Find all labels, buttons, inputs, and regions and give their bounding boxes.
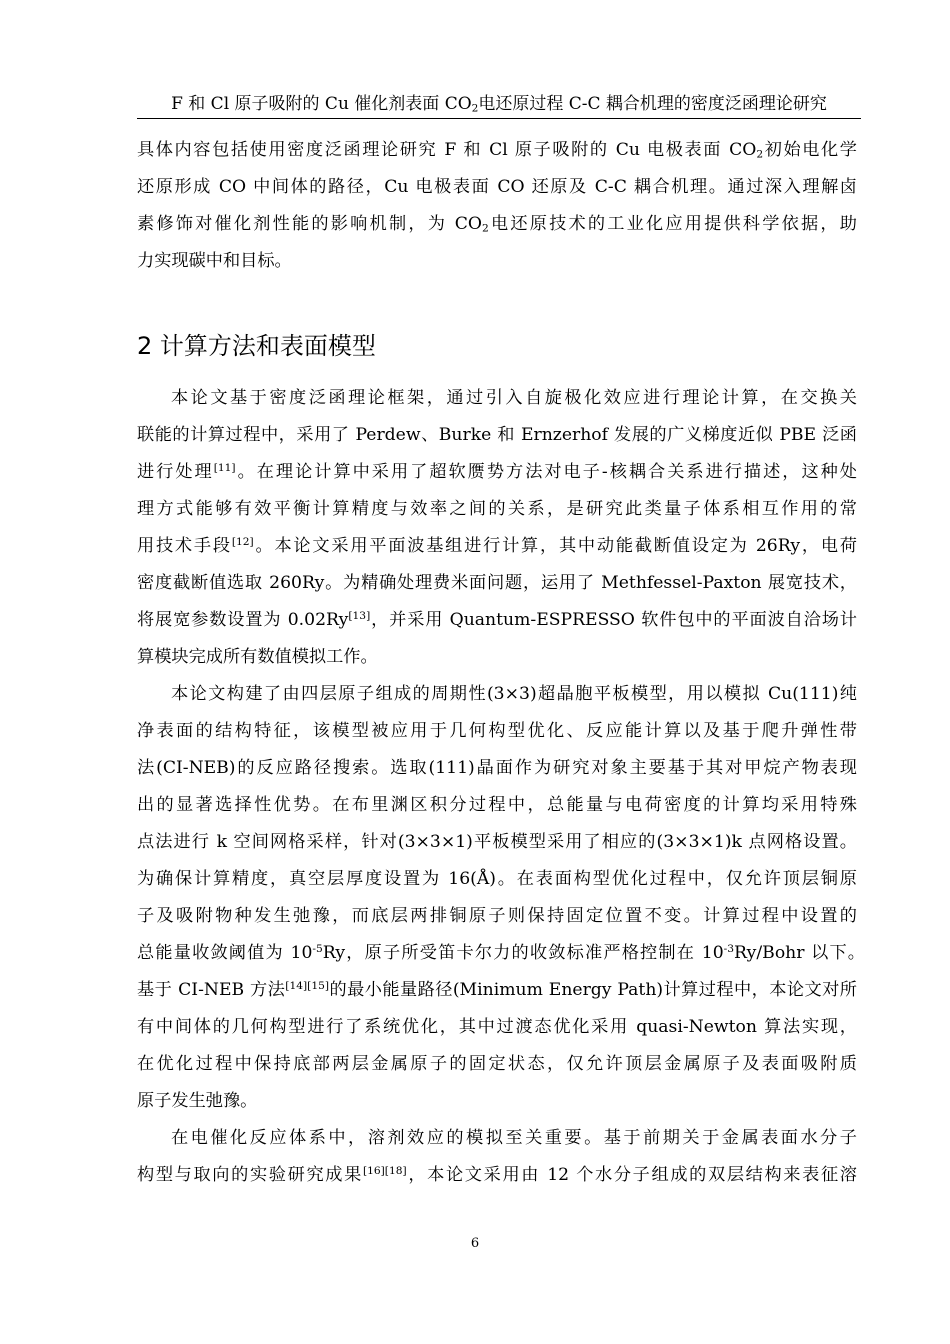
p2-line-3: 法(CI-NEB)的反应路径搜索。选取(111)晶面作为研究对象主要基于其对甲烷产物表现 (137, 758, 857, 778)
p3-line-1: 在电催化反应体系中，溶剂效应的模拟至关重要。基于前期关于金属表面水分子 (171, 1128, 857, 1148)
section-heading: 2 计算方法和表面模型 (137, 332, 376, 360)
p1-line-6: 密度截断值选取 260Ry。为精确处理费米面问题，运用了 Methfessel-Paxton 展宽技术， (137, 573, 857, 593)
p2-line-9: 基于 CI-NEB 方法[14][15]的最小能量路径(Minimum Energy Path)计算过程中，本论文对所 (137, 979, 857, 1000)
p3-line-2: 构型与取向的实验研究成果[16][18]，本论文采用由 12 个水分子组成的双层结构来表征溶 (137, 1164, 857, 1185)
intro-line-3: 素修饰对催化剂性能的影响机制，为 $CO_2$电还原技术的工业化应用提供科学依据，助 (137, 214, 857, 235)
p2-line-8: 总能量收敛阈值为 $10^{-5}Ry$，原子所受笛卡尔力的收敛标准严格控制在 $10^{-3}Ry$/Bohr 以下。 (137, 942, 865, 963)
p2-line-12: 原子发生弛豫。 (137, 1091, 258, 1111)
page-number: 6 (470, 1236, 480, 1251)
p1-line-7: 将展宽参数设置为 0.02Ry[13]，并采用 Quantum-ESPRESSO 软件包中的平面波自洽场计 (137, 609, 857, 630)
p1-line-5: 用技术手段[12]。本论文采用平面波基组进行计算，其中动能截断值设定为 26Ry，电荷 (137, 535, 857, 556)
p1-line-3: 进行处理[11]。在理论计算中采用了超软赝势方法对电子-核耦合关系进行描述，这种处 (137, 461, 857, 482)
p1-line-4: 理方式能够有效平衡计算精度与效率之间的关系，是研究此类量子体系相互作用的常 (137, 499, 857, 519)
p2-line-1: 本论文构建了由四层原子组成的周期性(3×3)超晶胞平板模型，用以模拟 Cu(111)纯 (171, 684, 857, 704)
p2-line-6: 为确保计算精度，真空层厚度设置为 16(Å)。在表面构型优化过程中，仅允许顶层铜原 (137, 869, 857, 889)
p2-line-2: 净表面的结构特征，该模型被应用于几何构型优化、反应能计算以及基于爬升弹性带 (137, 721, 857, 741)
intro-line-2: 还原形成 CO 中间体的路径，Cu 电极表面 CO 还原及 C-C 耦合机理。通过深入理解卤 (137, 177, 857, 197)
p2-line-4: 出的显著选择性优势。在布里渊区积分过程中，总能量与电荷密度的计算均采用特殊 (137, 795, 857, 815)
p1-line-8: 算模块完成所有数值模拟工作。 (137, 647, 378, 667)
p1-line-2: 联能的计算过程中，采用了 Perdew、Burke 和 Ernzerhof 发展的广义梯度近似 PBE 泛函 (137, 425, 857, 445)
p2-line-5: 点法进行 k 空间网格采样，针对(3×3×1)平板模型采用了相应的(3×3×1)k 点网格设置。 (137, 832, 857, 852)
p2-line-7: 子及吸附物种发生弛豫，而底层两排铜原子则保持固定位置不变。计算过程中设置的 (137, 906, 857, 926)
p2-line-11: 在优化过程中保持底部两层金属原子的固定状态，仅允许顶层金属原子及表面吸附质 (137, 1054, 857, 1074)
p1-line-1: 本论文基于密度泛函理论框架，通过引入自旋极化效应进行理论计算，在交换关 (171, 388, 857, 408)
intro-line-4: 力实现碳中和目标。 (137, 251, 292, 271)
running-header: F 和 Cl 原子吸附的 Cu 催化剂表面 $CO_2$电还原过程 C-C 耦合机理的密度泛函理论研究 (137, 90, 861, 119)
p2-line-10: 有中间体的几何构型进行了系统优化，其中过渡态优化采用 quasi-Newton 算法实现， (137, 1017, 857, 1037)
intro-line-1: 具体内容包括使用密度泛函理论研究 F 和 Cl 原子吸附的 Cu 电极表面 $CO_2$初始电化学 (137, 140, 857, 161)
